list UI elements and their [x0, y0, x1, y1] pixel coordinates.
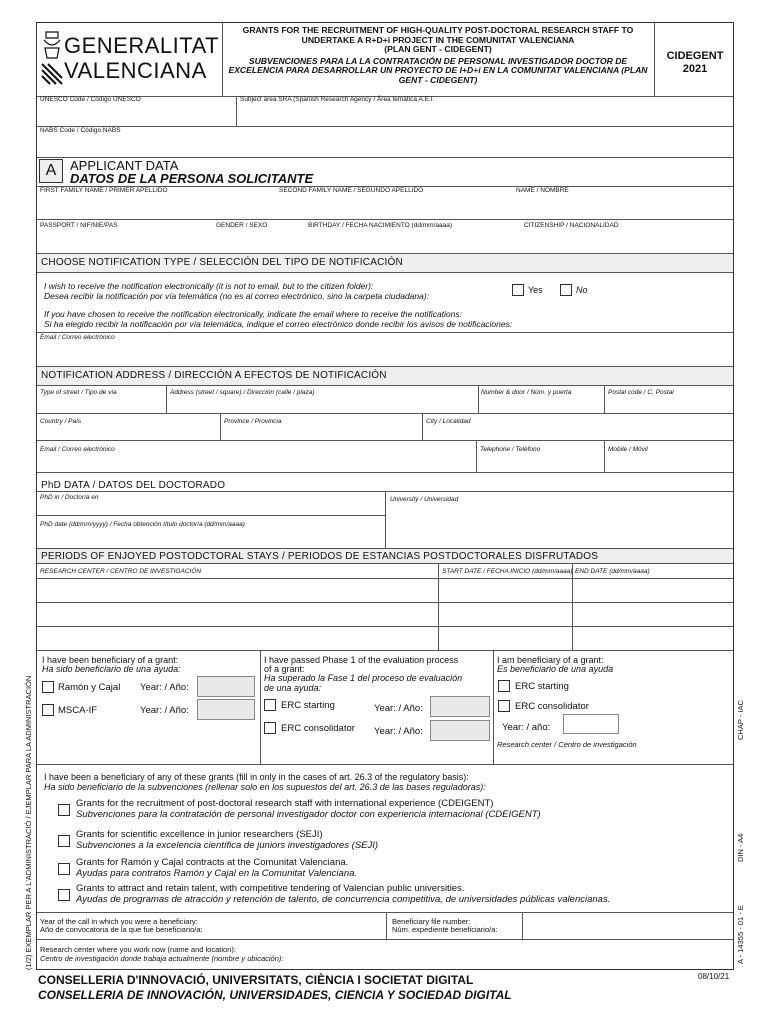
phase1-erc-consolidator-label: ERC consolidator — [281, 723, 355, 734]
logo-emblem-icon — [40, 28, 64, 86]
current-erc-starting-checkbox[interactable] — [498, 680, 510, 692]
left-margin-text: (1/2) EXEMPLAR PER A L'ADMINISTRACIÓ / EJEMPLAR PARA LA ADMINISTRACIÓN — [24, 675, 33, 970]
phase1-consolidator-year-input[interactable] — [430, 720, 490, 741]
logo-line-1: GENERALITAT — [64, 33, 220, 58]
ministry-name-es: CONSELLERIA DE INNOVACIÓN, UNIVERSIDADES, CIENCIA Y SOCIEDAD DIGITAL — [38, 988, 512, 1002]
file-number-label-es: Núm. expediente beneficiario/a: — [392, 925, 498, 934]
section-a-title-es: DATOS DE LA PERSONA SOLICITANTE — [70, 171, 314, 186]
subject-area-field[interactable] — [238, 104, 732, 124]
current-erc-starting-label: ERC starting — [515, 681, 569, 692]
phd-in-label: PhD in / Doctor/a en — [40, 494, 99, 501]
right-margin-chap: CHAP - IAC — [736, 700, 745, 740]
notification-info-es: Si ha elegido recibir la notificación por vía telemática, indique el correo electrónico donde recibir los avisos de notificaciones: — [44, 319, 513, 329]
form-code-year: 2021 — [682, 63, 708, 75]
number-door-label: Number & door / Núm. y puerta — [481, 389, 572, 396]
city-label: City / Localidad — [426, 418, 471, 425]
birthday-label: BIRTHDAY / FECHA NACIMIENTO (dd/mm/aaaa) — [308, 222, 452, 229]
subject-area-label: Subject area SRA (Spanish Research Agency / Área temática A.E.I. — [240, 96, 435, 103]
section-a-title — [70, 159, 313, 185]
unesco-code-label: UNESCO Code / Código UNESCO — [40, 96, 141, 103]
unesco-code-field[interactable] — [38, 104, 234, 124]
ramon-cajal-cv-en: Grants for Ramón y Cajal contracts at the Comunitat Valenciana. — [76, 857, 349, 868]
form-code — [656, 50, 734, 76]
grant-col1-es: Ha sido beneficiario de una ayuda: — [42, 664, 181, 674]
current-center-label-es: Centro de investigación donde trabaja actualmente (nombre y ubicación): — [40, 954, 284, 963]
citizenship-label: CITIZENSHIP / NACIONALIDAD — [524, 222, 619, 229]
ramon-cajal-cv-checkbox[interactable] — [58, 863, 70, 875]
nabs-code-field[interactable] — [38, 136, 732, 156]
nabs-code-label: NABS Code / Código NABS — [40, 127, 121, 134]
citizenship-field[interactable] — [522, 230, 732, 250]
grant-col2-en1: I have passed Phase 1 of the evaluation process — [264, 655, 459, 665]
current-erc-consolidator-checkbox[interactable] — [498, 700, 510, 712]
section-a-letter-box — [39, 159, 63, 183]
phase1-consolidator-year-label: Year: / Año: — [374, 726, 423, 737]
notification-no-checkbox[interactable] — [560, 284, 572, 296]
call-year-label-en: Year of the call in which you were a beneficiary: — [40, 917, 198, 926]
notification-info-en: If you have chosen to receive the notification electronically, indicate the email where to receive the notifications: — [44, 309, 462, 319]
stays-title: PERIODS OF ENJOYED POSTODCTORAL STAYS / PERIODOS DE ESTANCIAS POSTDOCTORALES DISFRUTADOS — [41, 551, 599, 562]
attract-talent-checkbox[interactable] — [58, 889, 70, 901]
right-margin-code: A - 14355 - 01 - E — [736, 905, 745, 964]
research-center-label: Research center / Centro de investigación — [497, 740, 637, 749]
mobile-label: Mobile / Móvil — [608, 446, 648, 453]
call-year-field[interactable] — [240, 914, 384, 937]
logo-line-2: VALENCIANA — [64, 58, 207, 83]
call-year-label-es: Año de convocatoria de la que fue beneficiario/a: — [40, 925, 203, 934]
notification-question-es: Desea recibir la notificación por vía telemática (no es al correo electrónico, sino la carpeta ciudadana): — [44, 291, 430, 301]
notification-email-field[interactable] — [38, 343, 732, 363]
birthday-field[interactable] — [306, 230, 518, 250]
address-email-label: Email / Correo electrónico — [40, 446, 115, 453]
title-en-sub: (PLAN GENT - CIDEGENT) — [384, 44, 492, 55]
phase1-erc-starting-label: ERC starting — [281, 700, 335, 711]
province-label: Province / Provincia — [224, 418, 282, 425]
grant-col2-es1: Ha superado la Fase 1 del proceso de evaluación — [264, 673, 463, 683]
telephone-label: Telephone / Teléfono — [480, 446, 541, 453]
grant-col3-es: Es beneficiario de una ayuda — [497, 664, 614, 674]
ramon-year-label: Year: / Año: — [140, 682, 189, 693]
msca-if-label: MSCA-IF — [58, 705, 98, 716]
notification-yes-label: Yes — [528, 285, 543, 295]
phase1-erc-starting-checkbox[interactable] — [264, 699, 276, 711]
grant-col2-en2: of a grant: — [264, 664, 305, 674]
seji-en: Grants for scientific excellence in junior researchers (SEJI) — [76, 829, 323, 840]
phase1-starting-year-label: Year: / Año: — [374, 703, 423, 714]
notification-type-title: CHOOSE NOTIFICATION TYPE / SELECCIÓN DEL TIPO DE NOTIFICACIÓN — [41, 257, 403, 268]
research-center-header: RESEARCH CENTER / CENTRO DE INVESTIGACIÓN — [40, 568, 202, 575]
msca-if-checkbox[interactable] — [42, 704, 54, 716]
notification-no-label: No — [576, 285, 588, 295]
stay-row-1[interactable] — [38, 579, 732, 601]
notification-address-title: NOTIFICATION ADDRESS / DIRECCIÓN A EFECTOS DE NOTIFICACIÓN — [41, 370, 387, 381]
current-erc-consolidator-label: ERC consolidator — [515, 701, 589, 712]
gender-label: GENDER / SEXO — [216, 222, 268, 229]
attract-talent-en: Grants to attract and retain talent, with competitive tendering of Valencian public universities. — [76, 883, 465, 894]
phd-title: PhD DATA / DATOS DEL DOCTORADO — [41, 480, 226, 491]
notification-question-en: I wish to receive the notification electronically (it is not to email, but to the citizen folder): — [44, 281, 374, 291]
msca-year-label: Year: / Año: — [140, 705, 189, 716]
current-center-label-en: Research center where you work now (name and location): — [40, 945, 236, 954]
stay-row-2[interactable] — [38, 603, 732, 625]
start-date-header: START DATE / FECHA INICIO (dd/mm/aaaa) — [442, 568, 573, 575]
first-family-name-label: FIRST FAMILY NAME / PRIMER APELLIDO — [40, 187, 168, 194]
grant-col2-es2: de una ayuda: — [264, 683, 322, 693]
name-label: NAME / NOMBRE — [516, 187, 569, 194]
grant-col3-en: I am beneficiary of a grant: — [497, 655, 604, 665]
ramon-y-cajal-checkbox[interactable] — [42, 681, 54, 693]
passport-field[interactable] — [38, 230, 210, 250]
name-field[interactable] — [514, 196, 732, 216]
form-code-label: CIDEGENT — [666, 50, 724, 62]
university-label: University / Universidad — [390, 496, 459, 503]
seji-es: Subvenciones a la excelencia científica de juniors investigadores (SEJI) — [76, 840, 379, 851]
second-family-name-field[interactable] — [277, 196, 511, 216]
section-a-letter: A — [45, 162, 57, 179]
msca-year-input[interactable] — [197, 699, 255, 720]
current-year-label: Year: / año: — [502, 722, 551, 733]
other-grants-intro-es: Ha sido beneficiario de la subvenciones (rellenar solo en los supuestos del art. 26.3 de las bases reguladoras): — [44, 782, 486, 792]
title-en: GRANTS FOR THE RECRUITMENT OF HIGH-QUALITY POST-DOCTORAL RESEARCH STAFF TO UNDERTAKE A R+D+i PROJECT IN THE COMUNITAT VALENCIANA — [242, 25, 634, 45]
notification-email-label: Email / Correo electrónico — [40, 334, 115, 341]
generalitat-logo — [40, 28, 220, 88]
phase1-starting-year-input[interactable] — [430, 696, 490, 717]
grant-col1-en: I have been beneficiary of a grant: — [42, 655, 179, 665]
file-number-field[interactable] — [524, 914, 732, 937]
passport-label: PASSPORT / NIF/NIE/PAS — [40, 222, 118, 229]
other-grants-intro-en: I have been a beneficiary of any of these grants (fill in only in the cases of art. 26.3 of the regulatory basis): — [44, 772, 469, 782]
street-address-label: Address (street / square) / Dirección (calle / plaza) — [170, 389, 315, 396]
current-center-field[interactable] — [290, 942, 732, 968]
second-family-name-label: SECOND FAMILY NAME / SEGUNDO APELLIDO — [279, 187, 424, 194]
file-number-label-en: Beneficiary file number: — [392, 917, 471, 926]
title-es: SUBVENCIONES PARA LA LA CONTRATACIÓN DE PERSONAL INVESTIGADOR DOCTOR DE EXCELENCIA PARA DESARROLLAR UN PROYECTO DE I+D+i EN LA COMUNITAT VALENCIANA (PLAN GENT - CIDEGENT) — [228, 55, 648, 85]
ministry-name-va: CONSELLERIA D'INNOVACIÓ, UNIVERSITATS, CIÈNCIA I SOCIETAT DIGITAL — [38, 973, 474, 987]
form-date: 08/10/21 — [698, 972, 730, 981]
cdeigent-checkbox[interactable] — [58, 804, 70, 816]
street-type-label: Type of street / Tipo de vía — [40, 389, 117, 396]
country-label: Country / País — [40, 418, 82, 425]
first-family-name-field[interactable] — [38, 196, 274, 216]
attract-talent-es: Ayudas de programas de atracción y retención de talento, de concurrencia competitiva, de universidades públicas valencianas. — [76, 894, 611, 905]
end-date-header: END DATE (dd/mm/aaaa) — [575, 568, 650, 575]
cdeigent-es: Subvenciones para la contratación de personal investigador doctor con experiencia internacional (CDEIGENT) — [76, 809, 541, 820]
right-margin-din: DIN - A4 — [736, 833, 745, 862]
postal-code-label: Postal code / C. Postal — [608, 389, 674, 396]
notification-yes-checkbox[interactable] — [512, 284, 524, 296]
header-title — [224, 26, 652, 86]
seji-checkbox[interactable] — [58, 835, 70, 847]
section-a-title-en: APPLICANT DATA — [70, 158, 179, 173]
current-year-input[interactable] — [563, 714, 619, 734]
stay-row-3[interactable] — [38, 627, 732, 649]
phase1-erc-consolidator-checkbox[interactable] — [264, 722, 276, 734]
phd-date-label: PhD date (dd/mm/yyyy) / Fecha obtención título doctor/a (dd/mm/aaaa) — [40, 521, 245, 528]
ramon-year-input[interactable] — [197, 676, 255, 697]
gender-field[interactable] — [214, 230, 302, 250]
ramon-cajal-cv-es: Ayudas para contratos Ramón y Cajal en la Comunitat Valenciana. — [76, 868, 358, 879]
ramon-y-cajal-label: Ramón y Cajal — [58, 682, 121, 693]
cdeigent-en: Grants for the recruitment of post-doctoral research staff with international experience (CDEIGENT) — [76, 798, 494, 809]
